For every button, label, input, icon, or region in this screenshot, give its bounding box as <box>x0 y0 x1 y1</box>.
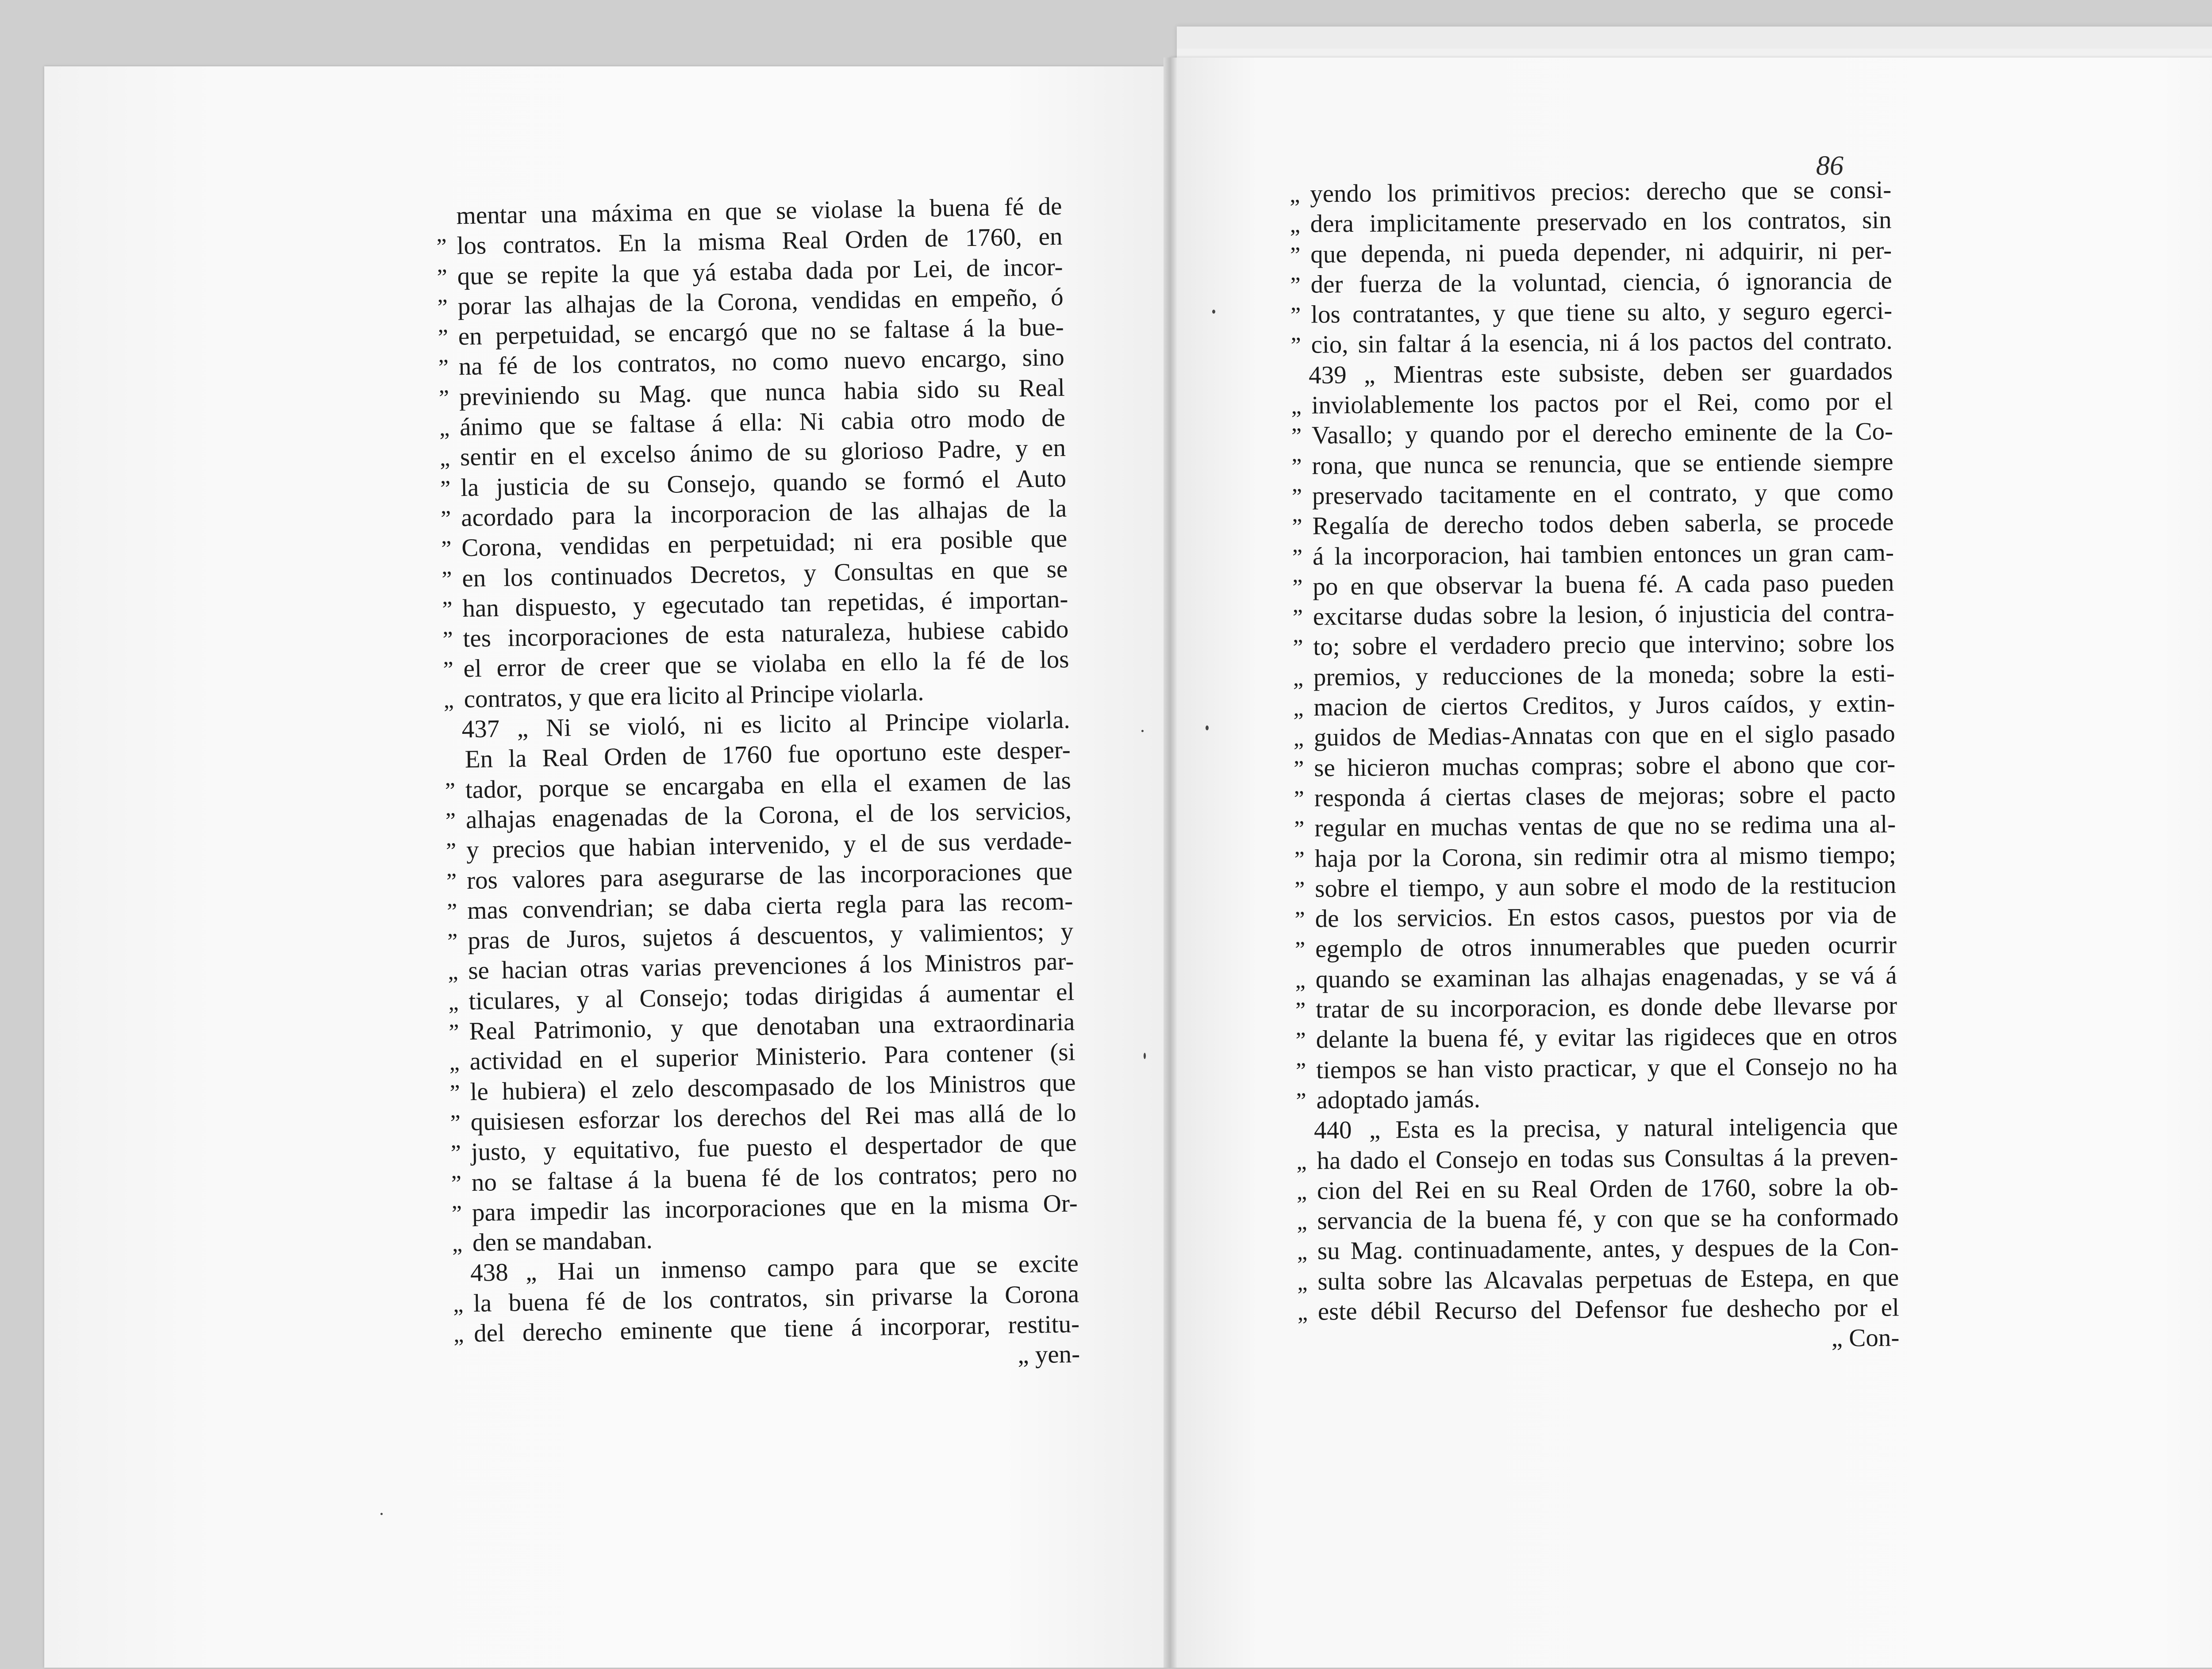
quote-mark: ” <box>443 657 454 683</box>
quote-mark: „ <box>1296 1179 1307 1205</box>
quote-mark: „ <box>1293 665 1304 691</box>
quote-mark: „ <box>1297 1239 1308 1265</box>
line-text: cio, sin faltar á la esencia, ni á los pactos del contrato. <box>1311 326 1893 359</box>
quote-mark: ” <box>1291 424 1302 449</box>
quote-mark: „ <box>1291 393 1302 419</box>
quote-mark: ” <box>1290 242 1301 268</box>
line-text: se hacian otras varias prevenciones á los Ministros par- <box>468 947 1074 985</box>
line-text: na fé de los contratos, no como nuevo encargo, sino <box>458 343 1065 381</box>
line-text: porar las alhajas de la Corona, vendidas en empeño, ó <box>457 283 1064 321</box>
catchword-line <box>1298 1323 1899 1358</box>
line-text: po en que observar la buena fé. A cada paso pueden <box>1313 568 1894 601</box>
quote-mark: „ <box>1290 182 1300 207</box>
text-line <box>1298 1293 1899 1327</box>
quote-mark: ” <box>450 1140 461 1166</box>
quote-mark: „ <box>1297 1209 1307 1235</box>
line-text: de los servicios. En estos casos, puestos por via de <box>1315 901 1897 933</box>
text-line <box>1294 779 1896 813</box>
line-text: contratos, y que era licito al Principe violarla. <box>464 678 924 713</box>
line-text: ros valores para asegurarse de las incorporaciones que <box>466 857 1073 894</box>
quote-mark: ” <box>446 868 457 894</box>
quote-mark: ” <box>1290 333 1301 359</box>
quote-mark: ” <box>445 838 457 864</box>
line-text: to; sobre el verdadero precio que intervino; sobre los <box>1313 629 1895 661</box>
line-text: los contratantes, y que tiene su alto, y seguro egerci- <box>1310 296 1893 329</box>
line-text: premios, y reducciones de la moneda; sobre la esti- <box>1313 659 1895 691</box>
quote-mark: ” <box>1292 514 1302 540</box>
line-text: ticulares, y al Consejo; todas dirigidas á aumentar el <box>468 978 1075 1015</box>
text-line <box>1294 749 1895 783</box>
line-text: yendo los primitivos precios: derecho que se consi- <box>1310 176 1892 208</box>
scan-speck <box>1141 730 1144 732</box>
quote-mark: ” <box>442 627 453 653</box>
scan-speck <box>1144 1053 1146 1059</box>
quote-mark: ” <box>1290 303 1301 329</box>
quote-mark: „ <box>443 687 454 713</box>
quote-mark: „ <box>452 1231 463 1257</box>
line-text: pras de Juros, sujetos á descuentos, y valimientos; y <box>467 917 1074 955</box>
line-text: cion del Rei en su Real Orden de 1760, sobre la ob- <box>1317 1173 1899 1205</box>
quote-mark: ” <box>1292 575 1303 600</box>
quote-mark: „ <box>453 1322 464 1347</box>
text-line <box>1291 417 1893 451</box>
line-text: sobre el tiempo, y aun sobre el modo de la restitucion <box>1314 871 1897 903</box>
line-text: quisiesen esforzar los derechos del Rei mas allá de lo <box>470 1098 1077 1136</box>
quote-mark: ” <box>1296 1088 1306 1114</box>
line-text: no se faltase á la buena fé de los contratos; pero no <box>471 1159 1078 1197</box>
line-text: macion de ciertos Creditos, y Juros caídos, y extin- <box>1313 689 1895 721</box>
quote-mark: ” <box>437 265 448 290</box>
catchword: „ yen- <box>1017 1340 1080 1369</box>
quote-mark: ” <box>437 295 448 320</box>
quote-mark: „ <box>439 415 450 441</box>
line-text: se hicieron muchas compras; sobre el abono que cor- <box>1314 750 1896 782</box>
quote-mark: ” <box>1294 786 1305 812</box>
quote-mark: ” <box>449 1080 461 1106</box>
quote-mark: ” <box>1290 272 1301 298</box>
line-text: „ Hai un inmenso campo para que se excite <box>525 1249 1079 1286</box>
quote-mark: „ <box>1297 1270 1308 1295</box>
line-text: adoptado jamás. <box>1316 1085 1481 1114</box>
line-text: „ Ni se violó, ni es licito al Principe violarla. <box>517 706 1071 743</box>
quote-mark: „ <box>1293 695 1304 721</box>
line-text: mas convendrian; se daba cierta regla para las recom- <box>467 887 1073 925</box>
quote-mark: „ <box>1296 1149 1307 1174</box>
text-line <box>1296 1142 1898 1176</box>
line-text: actividad en el superior Ministerio. Para contener (si <box>469 1038 1075 1076</box>
right-page-text <box>1290 175 1900 1358</box>
quote-mark: ” <box>1292 545 1303 570</box>
line-text: que se repite la que yá estaba dada por Lei, de incor- <box>457 253 1063 290</box>
paragraph-number: 438 <box>470 1258 509 1287</box>
line-text: sulta sobre las Alcavalas perpetuas de Estepa, en que <box>1317 1263 1899 1296</box>
text-line <box>1297 1202 1898 1237</box>
text-line <box>1292 568 1894 602</box>
quote-mark: „ <box>448 990 459 1015</box>
quote-mark: ” <box>442 597 453 622</box>
text-line <box>1295 1021 1897 1055</box>
scan-speck <box>380 1513 383 1515</box>
quote-mark: „ <box>449 1050 460 1076</box>
text-line <box>1290 265 1892 300</box>
text-line <box>1295 960 1897 995</box>
line-text: responda á ciertas clases de mejoras; sobre el pacto <box>1314 780 1896 812</box>
paragraph-number: 439 <box>1308 361 1347 389</box>
line-text: sentir en el excelso ánimo de su glorioso Padre, y en <box>460 434 1066 472</box>
text-line <box>1293 598 1894 633</box>
line-text: „ Esta es la precisa, y natural inteligencia que <box>1369 1112 1898 1144</box>
quote-mark: ” <box>1294 847 1305 872</box>
line-text: servancia de la buena fé, y con que se ha conformado <box>1317 1203 1899 1235</box>
text-line <box>1292 507 1893 542</box>
quote-mark: ” <box>1295 998 1306 1023</box>
quote-mark: „ <box>1297 1300 1308 1325</box>
line-text: delante la buena fé, y evitar las rigideces que en otros <box>1316 1021 1897 1054</box>
text-line <box>1293 658 1895 693</box>
line-text: guidos de Medias-Annatas con que en el siglo pasado <box>1313 719 1896 752</box>
line-text: tes incorporaciones de esta naturaleza, hubiese cabido <box>463 615 1069 653</box>
line-text: en los continuados Decretos, y Consultas en que se <box>461 555 1068 592</box>
quote-mark: ” <box>1292 605 1303 631</box>
line-text: la justicia de su Consejo, quando se formó el Auto <box>460 464 1067 502</box>
left-page-text <box>436 192 1080 1379</box>
text-line <box>1290 326 1892 361</box>
quote-mark: ” <box>1294 756 1304 782</box>
text-line <box>1295 930 1897 965</box>
catchword: „ Con- <box>1831 1324 1900 1352</box>
line-text: Real Patrimonio, y que denotaban una extraordinaria <box>469 1008 1075 1046</box>
quote-mark <box>445 767 465 768</box>
quote-mark: ” <box>1295 1028 1306 1054</box>
line-text: haja por la Corona, sin redimir otra al mismo tiempo; <box>1314 840 1896 873</box>
quote-mark: ” <box>440 476 451 502</box>
quote-mark: ” <box>447 929 458 955</box>
text-line <box>1295 990 1897 1025</box>
quote-mark: ” <box>1291 484 1302 510</box>
line-text: en perpetuidad, se encargó que no se faltase á la bue- <box>458 313 1064 351</box>
quote-mark: „ <box>447 959 458 985</box>
paragraph-number: 440 <box>1313 1116 1352 1144</box>
quote-mark: ” <box>438 385 449 411</box>
quote-mark: ” <box>441 536 452 562</box>
text-line <box>1290 296 1892 330</box>
text-line <box>1290 235 1892 270</box>
line-text: que dependa, ni pueda depender, ni adquirir, ni per- <box>1310 236 1892 269</box>
text-line <box>1290 175 1891 210</box>
line-text: este débil Recurso del Defensor fue deshecho por el <box>1317 1293 1900 1326</box>
text-line <box>1293 689 1895 723</box>
line-text: excitarse dudas sobre la lesion, ó injusticia del contra- <box>1313 599 1895 631</box>
paragraph-number: 437 <box>461 714 500 744</box>
line-text: los contratos. En la misma Real Orden de 1760, en <box>457 223 1063 260</box>
text-line <box>1297 1262 1899 1297</box>
line-text: su Mag. continuadamente, antes, y despues de la Con- <box>1317 1233 1899 1266</box>
line-text: Vasallo; y quando por el derecho eminente de la Co- <box>1311 417 1893 450</box>
line-text: alhajas enagenadas de la Corona, el de los servicios, <box>465 796 1072 834</box>
text-line <box>1292 477 1893 511</box>
line-text: y precios que habian intervenido, y el de sus verdade- <box>466 826 1072 864</box>
text-line <box>1294 810 1896 844</box>
text-line <box>1292 537 1894 572</box>
line-text: tratar de su incorporacion, es donde debe llevarse por <box>1315 991 1897 1024</box>
line-text: acordado para la incorporacion de las alhajas de la <box>461 494 1067 532</box>
text-line <box>1291 387 1893 421</box>
text-line <box>1297 1232 1899 1267</box>
line-text: En la Real Orden de 1760 fue oportuno este desper- <box>465 736 1071 774</box>
line-text: la buena fé de los contratos, sin privarse la Corona <box>473 1280 1079 1317</box>
quote-mark: ” <box>1291 454 1302 480</box>
text-line <box>1291 447 1893 481</box>
line-text: á la incorporacion, hai tambien entonces un gran cam- <box>1312 538 1894 571</box>
quote-mark: ” <box>449 1020 460 1045</box>
quote-mark: ” <box>1294 907 1305 933</box>
line-text: Regalía de derecho todos deben saberla, se procede <box>1312 508 1894 540</box>
line-text: quando se examinan las alhajas enagenadas, y se vá á <box>1315 961 1897 994</box>
quote-mark: ” <box>451 1201 462 1227</box>
quote-mark: ” <box>438 325 449 351</box>
quote-mark: ” <box>1294 937 1306 963</box>
text-line <box>1294 840 1896 874</box>
quote-mark: „ <box>1295 967 1306 993</box>
quote-mark: ” <box>1293 635 1303 661</box>
quote-mark: ” <box>450 1110 461 1136</box>
text-line <box>1294 719 1895 753</box>
quote-mark: „ <box>453 1292 464 1317</box>
text-line <box>1294 870 1896 904</box>
line-text: ha dado el Consejo en todas sus Consultas á la preven- <box>1317 1142 1898 1175</box>
quote-mark: ” <box>1294 877 1305 902</box>
line-text: para impedir las incorporaciones que en la misma Or- <box>472 1189 1078 1227</box>
quote-mark: ” <box>446 899 457 925</box>
quote-mark: ” <box>436 234 447 260</box>
line-text: mentar una máxima en que se violase la buena fé de <box>456 192 1062 230</box>
line-text: tador, porque se encargaba en ella el examen de las <box>465 766 1071 804</box>
line-text: justo, y equitativo, fue puesto el despertador de que <box>471 1128 1077 1166</box>
book-gutter <box>1164 58 1177 1668</box>
line-text: del derecho eminente que tiene á incorporar, restitu- <box>473 1310 1080 1347</box>
quote-mark: ” <box>1295 1058 1306 1084</box>
text-line <box>1293 628 1894 663</box>
quote-mark: ” <box>440 506 451 532</box>
line-text: der fuerza de la voluntad, ciencia, ó ignorancia de <box>1310 266 1892 299</box>
quote-mark: ” <box>1294 817 1305 842</box>
line-text: tiempos se han visto practicar, y que el Consejo no ha <box>1316 1052 1898 1084</box>
quote-mark: „ <box>1290 212 1301 238</box>
quote-mark: „ <box>439 445 450 472</box>
quote-mark: ” <box>438 355 449 381</box>
text-line <box>1291 356 1893 391</box>
line-text: Corona, vendidas en perpetuidad; ni era posible que <box>461 524 1068 562</box>
text-line <box>1296 1051 1897 1086</box>
line-text: han dispuesto, y egecutado tan repetidas, é importan- <box>462 585 1068 623</box>
line-text: ánimo que se faltase á ella: Ni cabia otro modo de <box>459 403 1066 441</box>
line-text: inviolablemente los pactos por el Rei, como por el <box>1311 387 1893 419</box>
text-line <box>1290 205 1891 240</box>
text-line <box>1296 1081 1897 1116</box>
line-text: dera implicitamente preservado en los contratos, sin <box>1310 206 1892 238</box>
quote-mark: „ <box>1293 726 1304 752</box>
quote-mark: ” <box>451 1170 462 1197</box>
line-text: preservado tacitamente en el contrato, y que como <box>1312 478 1894 510</box>
line-text: le hubiera) el zelo descompasado de los Ministros que <box>470 1068 1076 1106</box>
line-text: rona, que nunca se renuncia, que se entiende siempre <box>1312 448 1893 480</box>
text-line <box>1294 900 1896 935</box>
scan-speck <box>1212 310 1215 314</box>
text-line <box>1296 1112 1898 1146</box>
line-text: egemplo de otros innumerables que pueden ocurrir <box>1315 931 1897 963</box>
page-number: 86 <box>1816 151 1843 181</box>
line-text: den se mandaban. <box>472 1226 653 1257</box>
quote-mark: ” <box>445 778 456 804</box>
text-line <box>1297 1172 1898 1206</box>
line-text: „ Mientras este subsiste, deben ser guardados <box>1363 357 1893 389</box>
scan-speck <box>1206 725 1209 730</box>
line-text: regular en muchas ventas de que no se redima una al- <box>1314 810 1896 842</box>
quote-mark: ” <box>445 808 456 834</box>
quote-mark: ” <box>441 567 452 592</box>
line-text: previniendo su Mag. que nunca habia sido su Real <box>459 373 1065 411</box>
line-text: el error de creer que se violaba en ello la fé de los <box>463 645 1069 683</box>
